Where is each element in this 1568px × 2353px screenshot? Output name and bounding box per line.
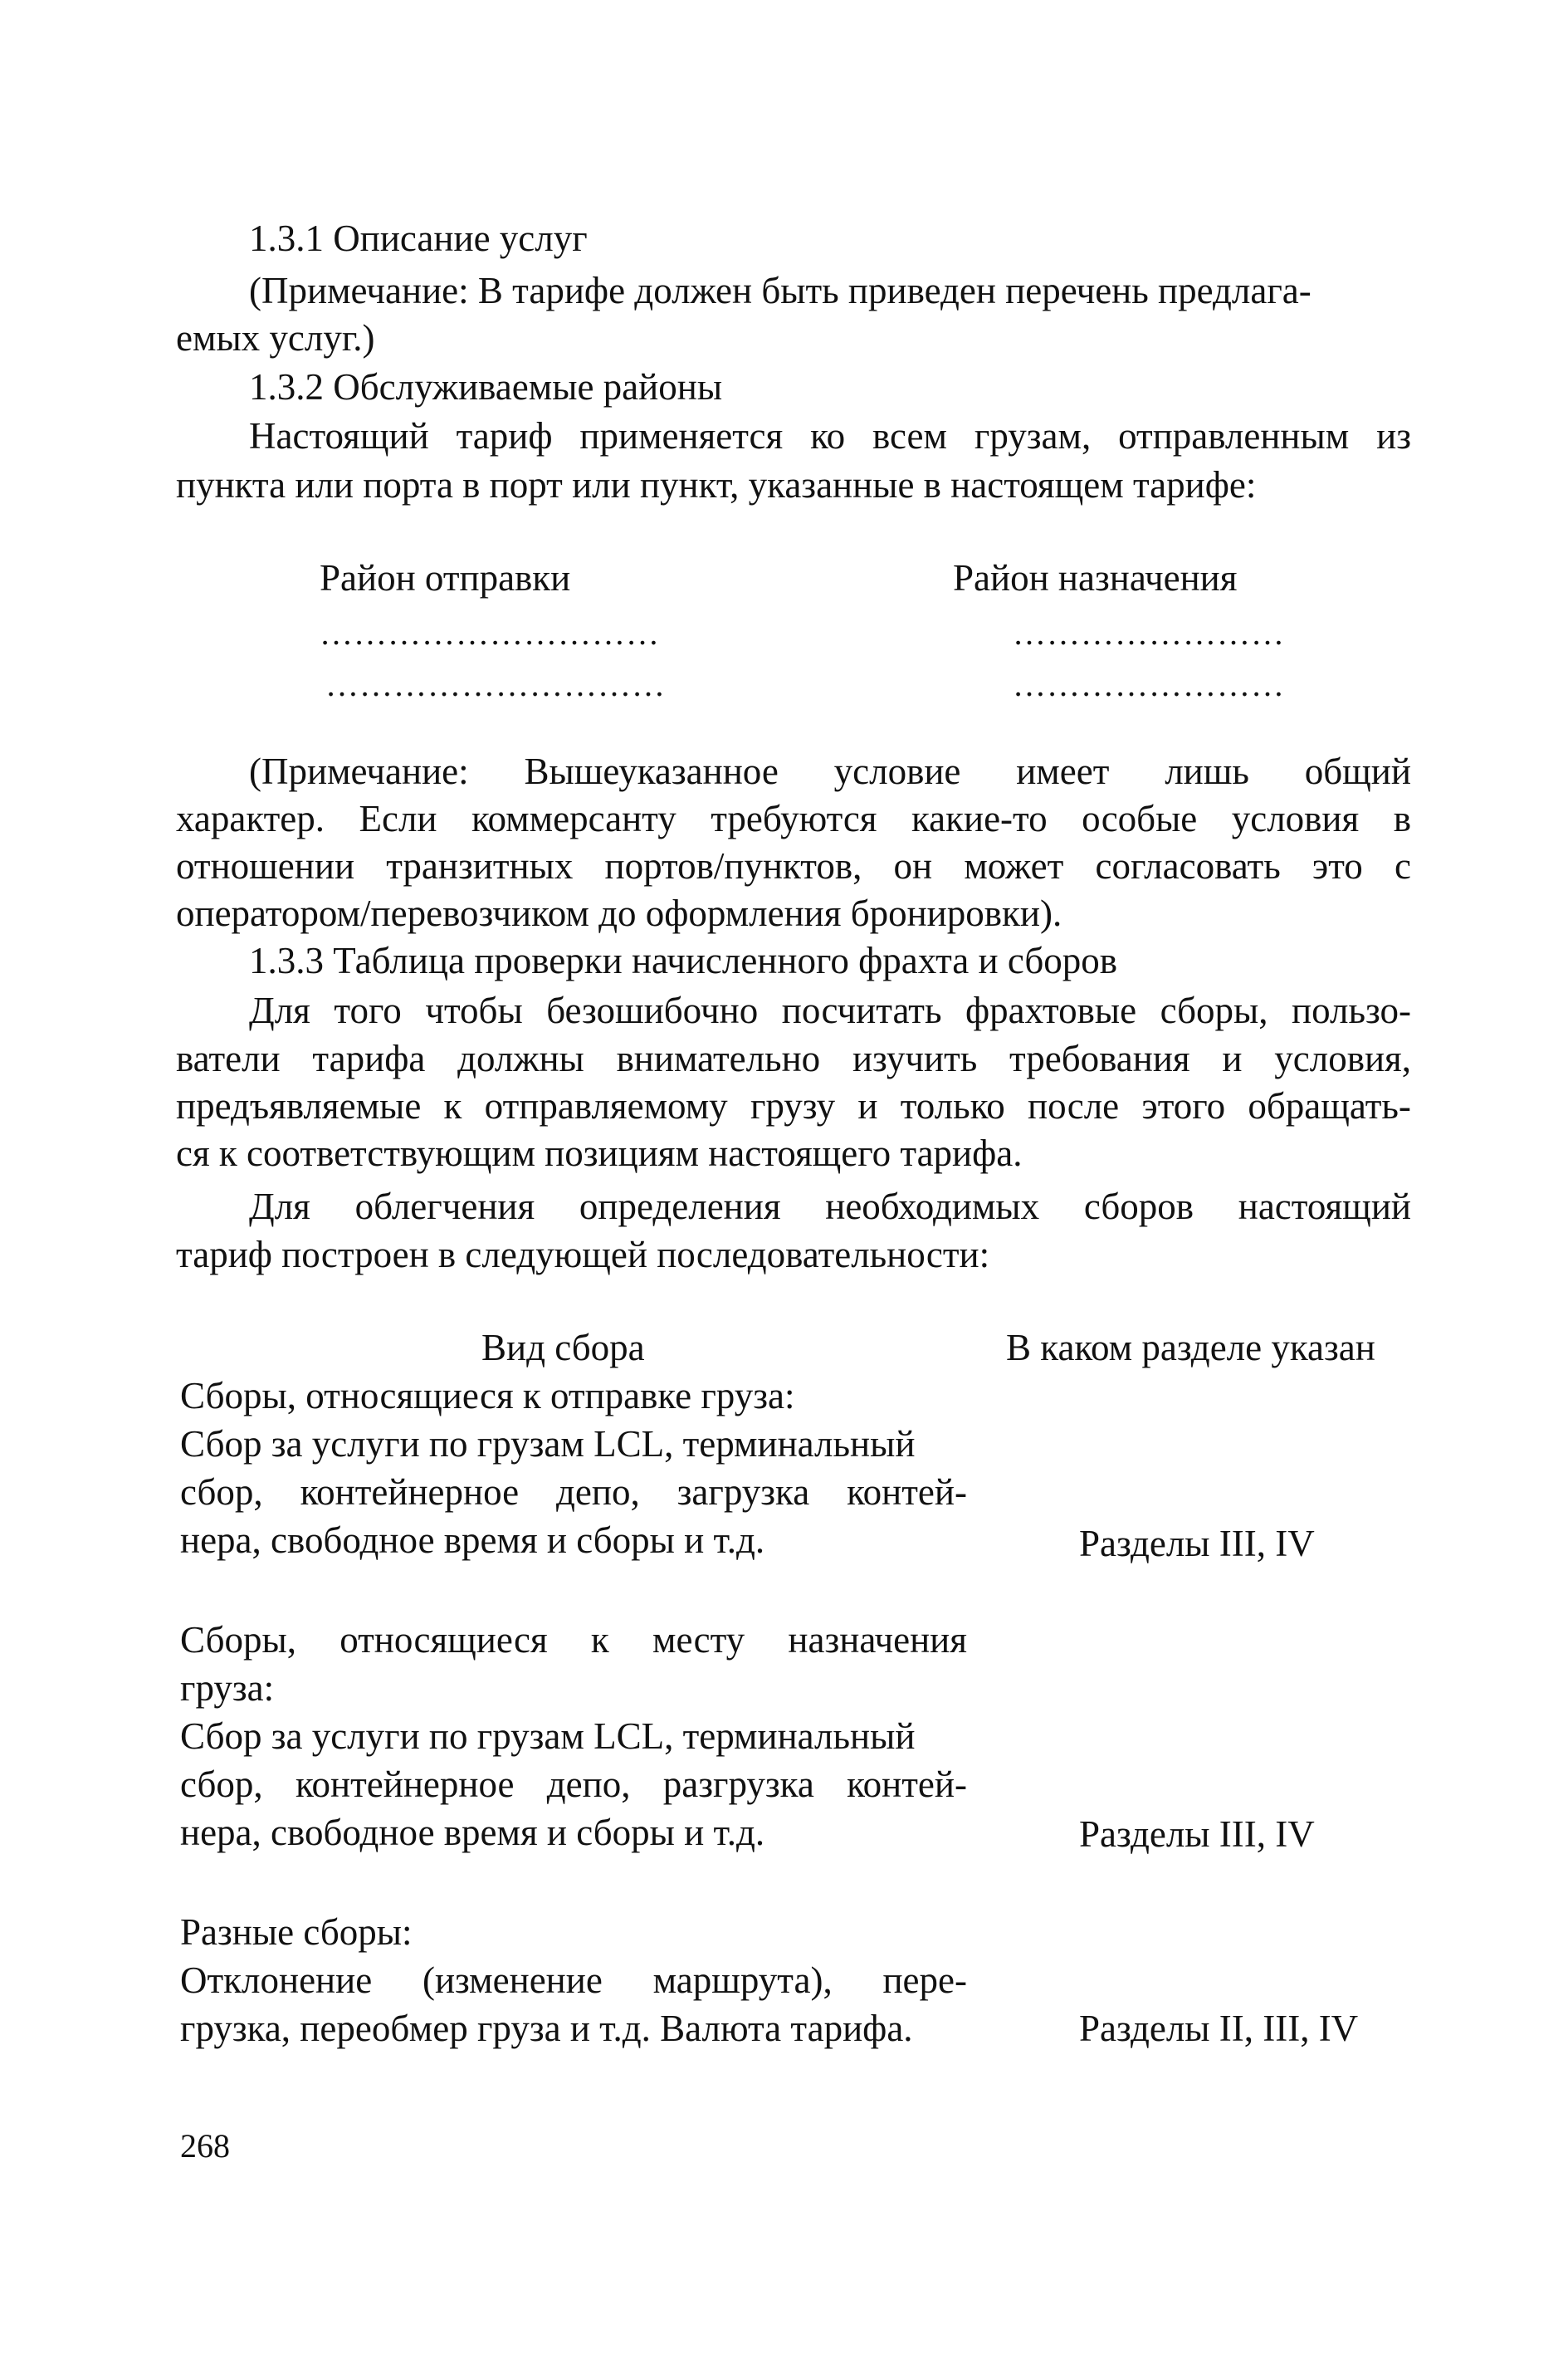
word: и: [857, 1085, 878, 1127]
word: сборы,: [1160, 990, 1268, 1031]
word: обращать-: [1248, 1085, 1411, 1127]
word: к: [590, 1619, 609, 1661]
fee-group-title: Разные сборы:: [180, 1911, 413, 1953]
word: Для: [249, 1186, 310, 1227]
word: ватели: [176, 1038, 281, 1079]
word: Для: [249, 990, 310, 1031]
note-line: (Примечание: В тарифе должен быть приведен перечень предлага-: [249, 270, 1312, 311]
word: сбор,: [180, 1764, 263, 1805]
word: предъявляемые: [176, 1085, 422, 1127]
word: Вышеуказанное: [524, 751, 779, 792]
note-line: [176, 842, 1411, 890]
word: только: [900, 1085, 1005, 1127]
word: депо,: [556, 1471, 640, 1513]
word: депо,: [546, 1764, 631, 1805]
fee-description-line: [180, 1760, 967, 1808]
word: условие: [833, 751, 961, 792]
word: лишь: [1165, 751, 1249, 792]
fee-description-line: грузка, переобмер груза и т.д. Валюта тарифа.: [180, 2008, 913, 2049]
fee-description-line: нера, свободное время и сборы и т.д.: [180, 1519, 765, 1561]
word: особые: [1082, 798, 1198, 839]
paragraph-line: [176, 1082, 1411, 1130]
word: отправляемому: [484, 1085, 728, 1127]
placeholder-dots: …………………………: [325, 666, 666, 703]
fee-description-line: Сбор за услуги по грузам LCL, терминальный: [180, 1423, 916, 1465]
word: фрахтовые: [965, 990, 1137, 1031]
word: сборов: [1083, 1186, 1194, 1227]
paragraph-line: тариф построен в следующей последовательности:: [176, 1234, 990, 1275]
section-heading-1-3-1: 1.3.1 Описание услуг: [249, 218, 588, 259]
word: того: [334, 990, 402, 1031]
page-number: 268: [180, 2127, 230, 2165]
table-header-fee-type: Вид сбора: [481, 1327, 645, 1368]
word: какие-то: [911, 798, 1048, 839]
word: маршрута),: [652, 1959, 833, 2001]
word: контей-: [847, 1471, 967, 1513]
word: пользо-: [1292, 990, 1411, 1031]
note-line: [176, 795, 1411, 843]
word: может: [964, 845, 1064, 887]
paragraph-line: [176, 1035, 1411, 1083]
word: транзитных: [386, 845, 574, 887]
word: посчитать: [781, 990, 942, 1031]
word: разгрузка: [662, 1764, 814, 1805]
word: назначения: [788, 1619, 967, 1661]
word: необходимых: [825, 1186, 1040, 1227]
fee-description-line: [180, 1468, 967, 1516]
paragraph-line: [249, 412, 1411, 460]
word: это: [1312, 845, 1363, 887]
word: Сборы,: [180, 1619, 296, 1661]
word: грузам,: [974, 415, 1092, 457]
section-heading-1-3-3: 1.3.3 Таблица проверки начисленного фрахта и сборов: [249, 940, 1118, 981]
note-line: оператором/перевозчиком до оформления бронировки).: [176, 893, 1062, 934]
note-line: [249, 747, 1411, 795]
fee-group-title: груза:: [180, 1667, 275, 1709]
word: из: [1376, 415, 1411, 457]
column-header-origin: Район отправки: [320, 557, 571, 599]
fee-description-line: нера, свободное время и сборы и т.д.: [180, 1812, 765, 1853]
word: облегчения: [354, 1186, 535, 1227]
fee-description-line: [180, 1956, 967, 2004]
word: тарифа: [312, 1038, 426, 1079]
word: коммерсанту: [471, 798, 677, 839]
word: тариф: [456, 415, 553, 457]
word: пере-: [882, 1959, 967, 2001]
word: безошибочно: [546, 990, 759, 1031]
paragraph-line: ся к соответствующим позициям настоящего тарифа.: [176, 1132, 1023, 1174]
word: всем: [872, 415, 947, 457]
word: сбор,: [180, 1471, 263, 1513]
word: контейнерное: [300, 1471, 520, 1513]
word: месту: [652, 1619, 745, 1661]
word: общий: [1304, 751, 1411, 792]
section-heading-1-3-2: 1.3.2 Обслуживаемые районы: [249, 366, 723, 408]
word: грузу: [750, 1085, 836, 1127]
word: этого: [1141, 1085, 1226, 1127]
word: применяется: [579, 415, 784, 457]
word: требования: [1009, 1038, 1190, 1079]
fee-group-title: Сборы, относящиеся к отправке груза:: [180, 1375, 795, 1416]
word: ко: [810, 415, 846, 457]
word: в: [1393, 798, 1411, 839]
fee-section-reference: Разделы II, III, IV: [1079, 2008, 1359, 2049]
word: к: [443, 1085, 462, 1127]
word: требуются: [711, 798, 877, 839]
word: отношении: [176, 845, 355, 887]
word: после: [1028, 1085, 1120, 1127]
word: с: [1394, 845, 1411, 887]
note-line: емых услуг.): [176, 317, 375, 359]
word: портов/пунктов,: [604, 845, 862, 887]
word: (изменение: [422, 1959, 603, 2001]
paragraph-line: [249, 986, 1411, 1035]
paragraph-line: [249, 1182, 1411, 1230]
fee-group-title: [180, 1616, 967, 1664]
word: изучить: [852, 1038, 978, 1079]
word: и: [1222, 1038, 1243, 1079]
word: условия: [1231, 798, 1360, 839]
word: определения: [579, 1186, 781, 1227]
word: он: [893, 845, 933, 887]
paragraph-line: пункта или порта в порт или пункт, указанные в настоящем тарифе:: [176, 464, 1257, 506]
column-header-destination: Район назначения: [953, 557, 1238, 599]
word: чтобы: [425, 990, 523, 1031]
word: Если: [359, 798, 437, 839]
word: контей-: [847, 1764, 967, 1805]
word: Настоящий: [249, 415, 429, 457]
word: характер.: [176, 798, 325, 839]
word: согласовать: [1095, 845, 1281, 887]
word: должны: [457, 1038, 584, 1079]
fee-section-reference: Разделы III, IV: [1079, 1523, 1315, 1564]
word: имеет: [1016, 751, 1110, 792]
fee-description-line: Сбор за услуги по грузам LCL, терминальный: [180, 1715, 916, 1757]
word: условия,: [1274, 1038, 1411, 1079]
table-header-section: В каком разделе указан: [1006, 1327, 1375, 1368]
word: настоящий: [1238, 1186, 1411, 1227]
placeholder-dots: ……………………: [1013, 614, 1285, 652]
placeholder-dots: ……………………: [1013, 666, 1285, 703]
word: Отклонение: [180, 1959, 373, 2001]
placeholder-dots: …………………………: [320, 614, 660, 652]
word: относящиеся: [339, 1619, 548, 1661]
word: отправленным: [1118, 415, 1350, 457]
word: контейнерное: [295, 1764, 515, 1805]
word: внимательно: [616, 1038, 821, 1079]
word: загрузка: [677, 1471, 810, 1513]
word: (Примечание:: [249, 751, 469, 792]
fee-section-reference: Разделы III, IV: [1079, 1813, 1315, 1855]
